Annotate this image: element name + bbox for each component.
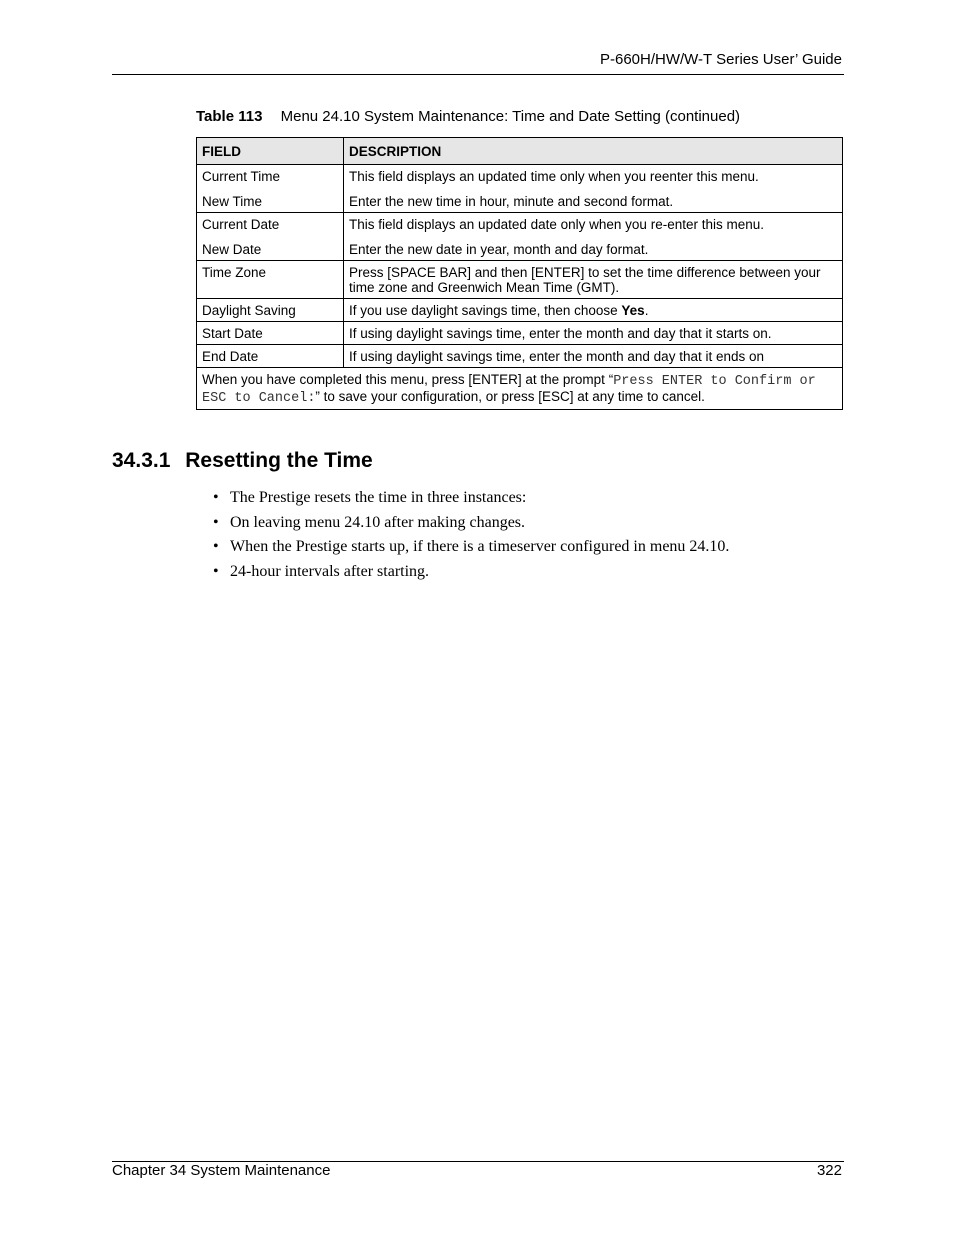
list-item: • The Prestige resets the time in three instances: — [213, 488, 729, 513]
section-heading — [112, 449, 373, 473]
table-title: Menu 24.10 System Maintenance: Time and Date Setting (continued) — [280, 108, 741, 125]
header-rule — [112, 74, 844, 75]
list-item: • On leaving menu 24.10 after making changes. — [213, 513, 729, 538]
field-description: Enter the new date in year, month and day format. — [349, 242, 649, 257]
table-header-row — [197, 138, 843, 165]
description-text: If you use daylight savings time, then choose — [349, 303, 622, 318]
field-description: If using daylight savings time, enter the month and day that it starts on. — [344, 322, 843, 345]
field-description: This field displays an updated time only when you reenter this menu. — [349, 169, 759, 184]
section-title: Resetting the Time — [185, 449, 373, 472]
table-row — [197, 213, 843, 261]
field-name: Current Time — [202, 169, 281, 184]
footer-page-number: 322 — [816, 1162, 842, 1179]
description-cell — [344, 213, 843, 261]
running-header-title: P-660H/HW/W-T Series User’ Guide — [599, 51, 842, 68]
field-name: Time Zone — [197, 261, 344, 299]
list-item: • When the Prestige starts up, if there is a timeserver configured in menu 24.10. — [213, 537, 729, 562]
note-text: When you have completed this menu, press [ENTER] at the prompt “ — [202, 372, 614, 387]
description-cell — [344, 165, 843, 213]
field-name: End Date — [197, 345, 344, 368]
field-name: Daylight Saving — [197, 299, 344, 322]
column-header-description: DESCRIPTION — [344, 138, 843, 165]
field-name: New Date — [202, 242, 262, 257]
table-row — [197, 261, 843, 299]
table-row — [197, 322, 843, 345]
field-name: Current Date — [202, 217, 280, 232]
table-row — [197, 299, 843, 322]
table-caption — [196, 108, 740, 125]
table-row — [197, 165, 843, 213]
bullet-list — [213, 488, 729, 587]
field-name: Start Date — [197, 322, 344, 345]
field-description: This field displays an updated date only when you re-enter this menu. — [349, 217, 764, 232]
table-row — [197, 345, 843, 368]
note-text: ” to save your configuration, or press [ESC] at any time to cancel. — [315, 389, 705, 404]
field-description: Enter the new time in hour, minute and second format. — [349, 194, 674, 209]
field-description: If using daylight savings time, enter the month and day that it ends on — [344, 345, 843, 368]
column-header-field: FIELD — [197, 138, 344, 165]
table-footer-row — [197, 368, 843, 410]
option-yes: Yes — [621, 303, 645, 318]
description-cell — [344, 299, 843, 322]
footer-chapter: Chapter 34 System Maintenance — [112, 1162, 331, 1179]
prompt-code: Press ENTER to Confirm or ESC to Cancel: — [202, 374, 816, 406]
section-number: 34.3.1 — [112, 449, 171, 472]
field-cell — [197, 165, 344, 213]
time-date-settings-table — [196, 137, 843, 410]
field-description: Press [SPACE BAR] and then [ENTER] to set the time difference between your time zone and Greenwich Mean Time (GMT). — [344, 261, 843, 299]
table-number: Table 113 — [196, 108, 263, 125]
list-item: • 24-hour intervals after starting. — [213, 562, 729, 587]
field-cell — [197, 213, 344, 261]
field-name: New Time — [202, 194, 263, 209]
table-footer-note — [197, 368, 843, 410]
description-text: . — [644, 303, 649, 318]
